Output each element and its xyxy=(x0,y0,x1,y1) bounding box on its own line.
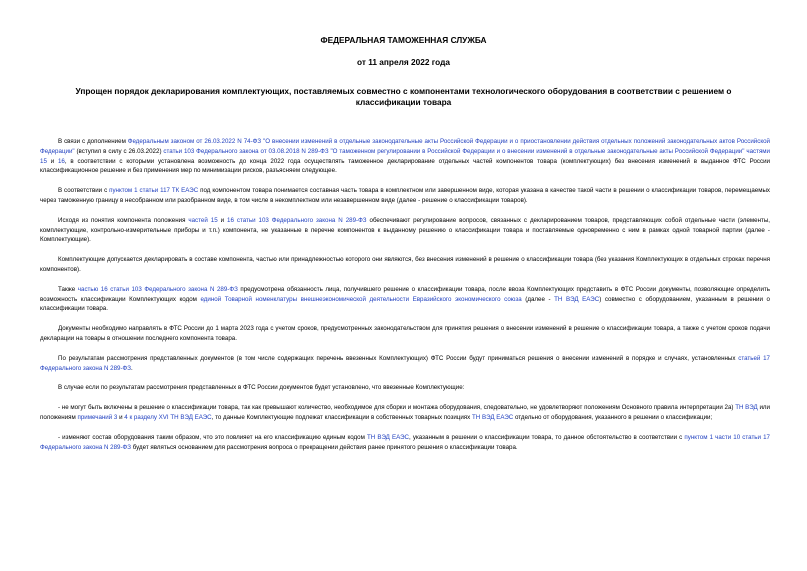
paragraph-text: и xyxy=(217,216,228,224)
paragraph-4 xyxy=(40,255,770,275)
paragraph-text: , указанным в решении о классификации товара, то данное обстоятельство в соответствии с xyxy=(409,433,685,441)
legal-reference-link[interactable]: ТН ВЭД ЕАЭС xyxy=(366,433,410,441)
paragraph-2 xyxy=(40,186,770,206)
legal-reference-link[interactable]: единой Товарной номенклатуры внешнеэкономической деятельности Евразийского экономического союза xyxy=(200,295,522,303)
paragraph-text: будет являться основанием для рассмотрения вопроса о прекращении действия ранее принятого решения о классификации товара. xyxy=(131,443,518,451)
paragraph-6 xyxy=(40,324,770,344)
paragraph-3 xyxy=(40,216,770,245)
paragraph-8 xyxy=(40,383,770,393)
document-date: от 11 апреля 2022 года xyxy=(357,57,450,67)
paragraph-9 xyxy=(40,403,770,423)
paragraph-text: Исходя из понятия компонента положения xyxy=(58,216,189,224)
paragraph-text: под компонентом товара понимается составная часть товара в комплектном или завершенном виде, которая указана в качестве такой части в решении о классификации товаров, перемещаемых через таможенную границу в несобранном или разобранном виде, в том числе в некомплектном или незавершенном виде (далее - решение о классификации товаров). xyxy=(40,187,771,204)
paragraph-text: Документы необходимо направлять в ФТС России до 1 марта 2023 года с учетом сроков, предусмотренных законодательством для принятия решения о внесении изменений в решение о классификации товара, а также с учетом сроков подачи декларации на товары в отношении последнего компонента товара. xyxy=(40,325,770,342)
paragraph-text: , в соответствии с которыми установлена возможность до конца 2022 года осуществлять таможенное декларирование отдельных частей компонентов товара (комплектующих) без внесения изменений в выданное ФТС России классификационное решение и без применения мер по минимизации рисков, разъясняем следующее. xyxy=(40,157,770,175)
legal-reference-link[interactable]: пунктом 1 статьи 117 ТК ЕАЭС xyxy=(109,187,199,195)
paragraph-text: В связи с дополнением xyxy=(58,138,128,145)
paragraph-10 xyxy=(40,433,770,453)
paragraph-text: - изменяют состав оборудования таким образом, что это повлияет на его классификацию единым кодом xyxy=(58,433,367,441)
document-body xyxy=(40,137,770,462)
paragraph-text: , то данные Комплектующие подлежат классификации в собственных товарных позициях xyxy=(211,413,472,421)
paragraph-text: обеспечивают регулирование вопросов, связанных с декларированием товаров, представляющих собой отдельные части (элементы, комплектующие, контрольно-измерительные приборы и т.п.) компонента, не указанные в перечне компонентов к выданному решению о классификации товара и поставляемые одновременно с ним в рамках одной товарной партии (далее - Комплектующие). xyxy=(40,216,770,244)
legal-reference-link[interactable]: ТН ВЭД ЕАЭС xyxy=(471,413,514,421)
paragraph-text: . xyxy=(131,364,133,372)
legal-reference-link[interactable]: 4 к разделу XVI ТН ВЭД ЕАЭС xyxy=(124,413,212,421)
paragraph-text: - не могут быть включены в решение о классификации товара, так как превышают количество, необходимое для сборки и монтажа оборудования, следовательно, не удовлетворяют положениям Основного правила интерпретации 2а) xyxy=(58,404,736,412)
paragraph-text: По результатам рассмотрения представленных документов (в том числе содержащих перечень ввезенных Комплектующих) ФТС России будут приниматься решения о внесении изменений в порядке и случаях, установленных xyxy=(58,354,739,362)
paragraph-text: предусмотрена обязанность лица, получившего решение о классификации товара, после ввоза Комплектующих представить в ФТС России документы, позволяющие определить возможность классификации Комплектующих кодом xyxy=(40,285,771,303)
paragraph-text: (далее - xyxy=(521,295,555,303)
paragraph-text: или положениям xyxy=(40,404,770,421)
paragraph-5 xyxy=(40,285,770,314)
agency-name: ФЕДЕРАЛЬНАЯ ТАМОЖЕННАЯ СЛУЖБА xyxy=(320,35,487,45)
paragraph-text: Также xyxy=(58,285,78,293)
paragraph-text: и xyxy=(117,413,125,421)
legal-reference-link[interactable]: частей 15 xyxy=(188,216,218,224)
paragraph-text: ) совместно с оборудованием, указанным в решении о классификации товара. xyxy=(40,295,770,313)
paragraph-text: В соответствии с xyxy=(58,187,110,195)
paragraph-text: отдельно от оборудования, указанного в решении о классификации; xyxy=(513,413,713,421)
paragraph-7 xyxy=(40,354,770,374)
paragraph-1 xyxy=(40,137,770,176)
paragraph-text: и xyxy=(46,157,58,165)
legal-reference-link[interactable]: ТН ВЭД xyxy=(735,404,758,412)
legal-reference-link[interactable]: статьи 103 Федерального закона от 03.08.2018 N 289-ФЗ "О таможенном регулировании в Российской Федерации и о внесении изменений в отдельные законодательные акты Российской Федерации" частями 15 xyxy=(40,147,770,165)
paragraph-text: В случае если по результатам рассмотрения представленных в ФТС России документов будет установлено, что ввезенные Комплектующие: xyxy=(58,384,465,392)
legal-reference-link[interactable]: Федеральным законом от 26.03.2022 N 74-ФЗ "О внесении изменений в отдельные законодательные акты Российской Федерации и о приостановлении действия отдельных положений законодательных актов Российской Федерации" xyxy=(40,138,771,155)
document-title: Упрощен порядок декларирования комплектующих, поставляемых совместно с компонентами технологического оборудования в соответствии с решением о классификации товара xyxy=(75,86,732,107)
legal-reference-link[interactable]: примечаний 3 xyxy=(77,413,118,421)
paragraph-text: (вступил в силу с 26.03.2022) xyxy=(74,147,164,155)
legal-reference-link[interactable]: 16 статьи 103 Федерального закона N 289-ФЗ xyxy=(227,216,367,224)
legal-reference-link[interactable]: пунктом 1 части 10 статьи 17 Федерального закона N 289-ФЗ xyxy=(40,433,770,451)
legal-reference-link[interactable]: 16 xyxy=(57,157,65,165)
legal-reference-link[interactable]: частью 16 статьи 103 Федерального закона N 289-ФЗ xyxy=(77,285,238,293)
legal-reference-link[interactable]: статьей 17 Федерального закона N 289-ФЗ xyxy=(40,354,770,372)
paragraph-text: Комплектующие допускается декларировать в составе компонента, частью или принадлежностью которого они являются, без внесения изменений в решение о классификации товара (без указания Комплектующих в отдельных строках перечня компонентов). xyxy=(40,256,770,273)
legal-reference-link[interactable]: ТН ВЭД ЕАЭС xyxy=(554,295,600,303)
